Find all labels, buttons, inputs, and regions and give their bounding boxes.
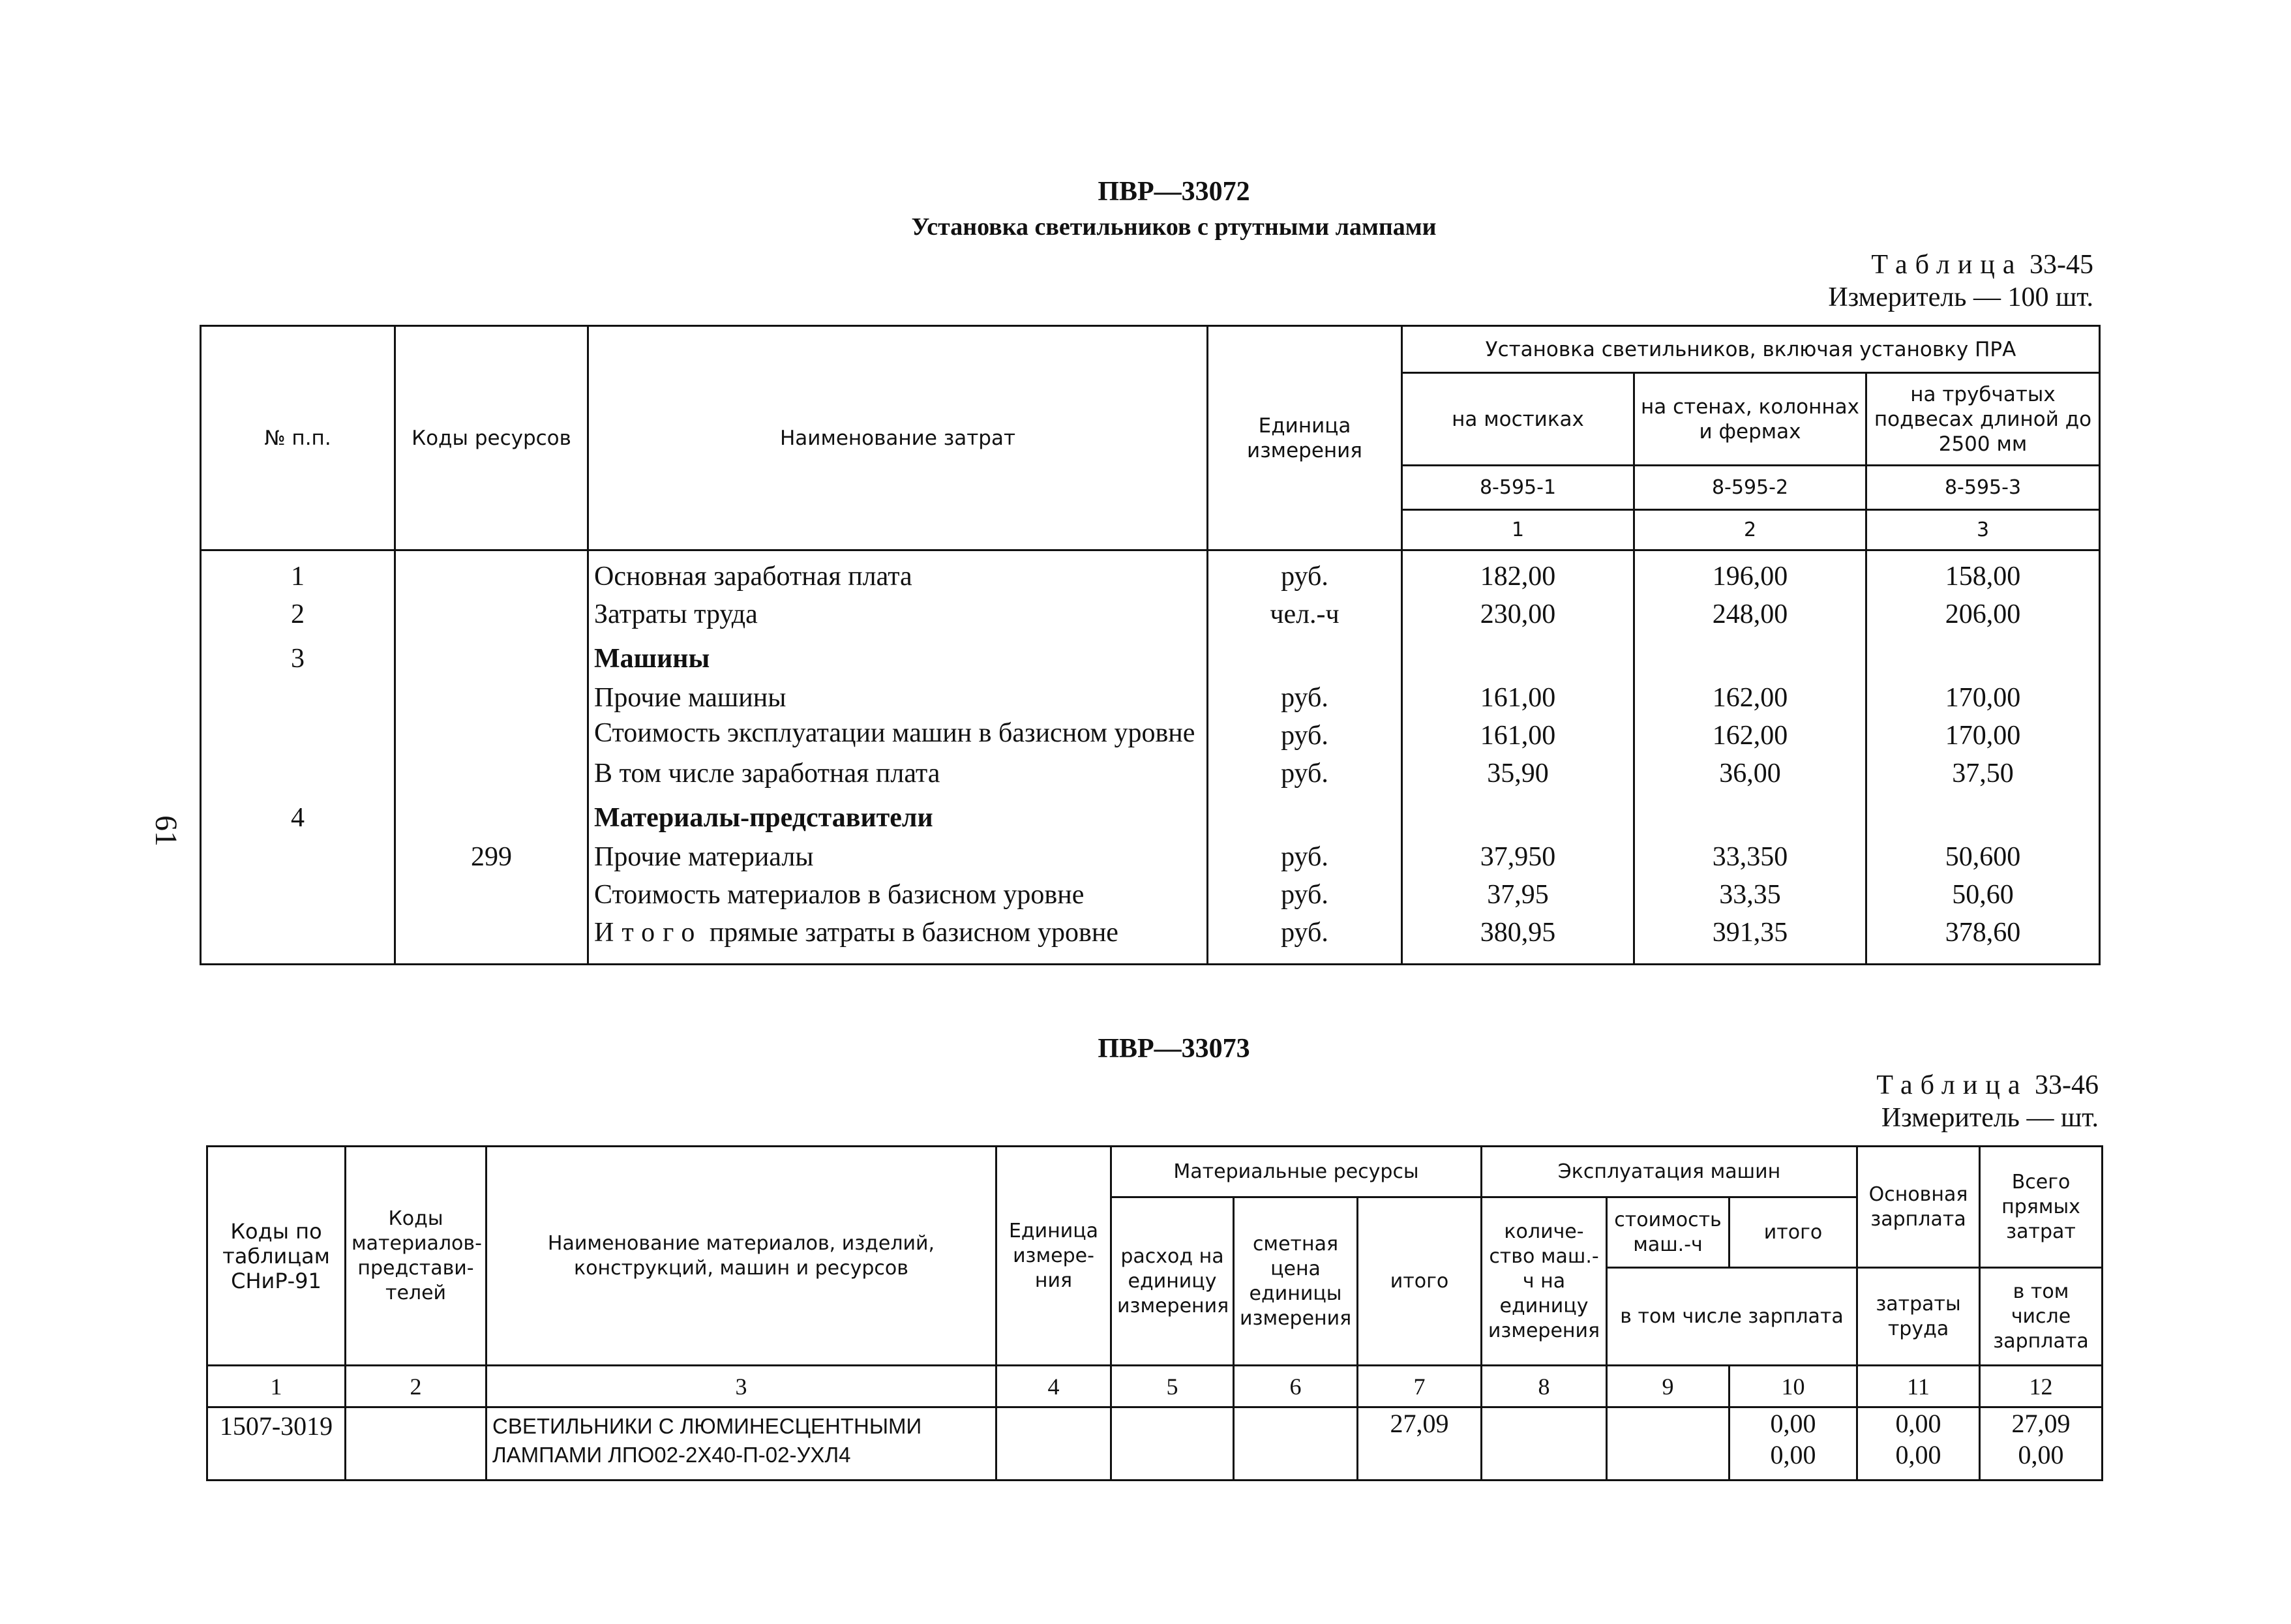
table-row-total: Итого прямые затраты в базисном уровне руб. 380,95 391,35 378,60 <box>201 914 2100 965</box>
header-code-2: 8-595-2 <box>1634 466 1866 510</box>
header-total-direct: Всего прямых затрат <box>1980 1147 2103 1268</box>
header-mach-group: Эксплуатация машин <box>1482 1147 1857 1197</box>
header-group: Установка светильников, включая установку ПРА <box>1402 326 2100 373</box>
section1-title: Установка светильников с ртутными лампами <box>911 213 1437 241</box>
header-index-row: 1 2 3 4 5 6 7 8 9 10 11 12 <box>207 1366 2103 1407</box>
section1-code: ПВР—33072 <box>1098 177 1250 207</box>
header-col-3: на трубчатых подвесах длиной до 2500 мм <box>1866 373 2100 466</box>
header-labor: затраты труда <box>1857 1268 1980 1366</box>
header-col-1: на мостиках <box>1402 373 1634 466</box>
table-row: 2 Затраты труда чел.-ч 230,00 248,00 206,00 <box>201 595 2100 633</box>
table-row: 299 Прочие материалы руб. 37,950 33,350 50,600 <box>201 838 2100 876</box>
table-row: 1507-3019 СВЕТИЛЬНИКИ С ЛЮМИНЕСЦЕНТНЫМИ ЛАМПАМИ ЛПО02-2Х40-П-02-УХЛ4 27,09 0,00 0,00 0,00 0,00 27,09 0,00 <box>207 1407 2103 1481</box>
header-code-1: 8-595-1 <box>1402 466 1634 510</box>
header-num: № п.п. <box>201 326 395 550</box>
table-row: Стоимость материалов в базисном уровне руб. 37,95 33,35 50,60 <box>201 876 2100 914</box>
header-mat-total: итого <box>1358 1197 1482 1366</box>
table-33-46-measure: Измеритель — шт. <box>1881 1103 2099 1133</box>
table-33-46-label: Таблица 33-46 <box>1876 1070 2099 1100</box>
table-33-46 <box>206 1145 2103 1481</box>
header-mach-qty: количе-ство маш.-ч на единицу измерения <box>1482 1197 1607 1366</box>
header-idx-1: 1 <box>1402 510 1634 550</box>
header-code-3: 8-595-3 <box>1866 466 2100 510</box>
header-unit: Единица измерения <box>1208 326 1402 550</box>
header-mat-group: Материальные ресурсы <box>1111 1147 1482 1197</box>
header-codes: Коды ресурсов <box>395 326 588 550</box>
header-base-wage: Основная зарплата <box>1857 1147 1980 1268</box>
header-idx-2: 2 <box>1634 510 1866 550</box>
table-row: 3 Машины <box>201 633 2100 679</box>
table-row: 1 Основная заработная плата руб. 182,00 196,00 158,00 <box>201 550 2100 596</box>
table-row: Прочие машины руб. 161,00 162,00 170,00 <box>201 679 2100 717</box>
header-mat-rate: расход на единицу измерения <box>1111 1197 1234 1366</box>
header-col-2: на стенах, колоннах и фермах <box>1634 373 1866 466</box>
table-row: В том числе заработная плата руб. 35,90 36,00 37,50 <box>201 755 2100 792</box>
header-codes-tab: Коды по таблицам СНиР-91 <box>207 1147 346 1366</box>
table-33-45-measure: Измеритель — 100 шт. <box>1828 282 2093 312</box>
header-mat-price: сметная цена единицы измерения <box>1234 1197 1358 1366</box>
page-number: 61 <box>149 815 183 847</box>
header-mach-total: итого <box>1729 1197 1857 1268</box>
header-idx-3: 3 <box>1866 510 2100 550</box>
table-33-45 <box>200 325 2101 965</box>
table-33-45-label: Таблица 33-45 <box>1871 250 2093 280</box>
header-codes-mat: Коды материалов-представи-телей <box>346 1147 487 1366</box>
header-mach-incl: в том числе зарплата <box>1607 1268 1857 1366</box>
header-mach-cost: стоимость маш.-ч <box>1607 1197 1729 1268</box>
header-incl-wage: в том числе зарплата <box>1980 1268 2103 1366</box>
section2-code: ПВР—33073 <box>1098 1034 1250 1064</box>
table-row: Стоимость эксплуатации машин в базисном уровне руб. 161,00 162,00 170,00 <box>201 717 2100 755</box>
table-row: 4 Материалы-представители <box>201 792 2100 838</box>
header-unit: Единица измере-ния <box>996 1147 1111 1366</box>
header-name: Наименование затрат <box>588 326 1208 550</box>
header-name: Наименование материалов, изделий, конструкций, машин и ресурсов <box>487 1147 996 1366</box>
